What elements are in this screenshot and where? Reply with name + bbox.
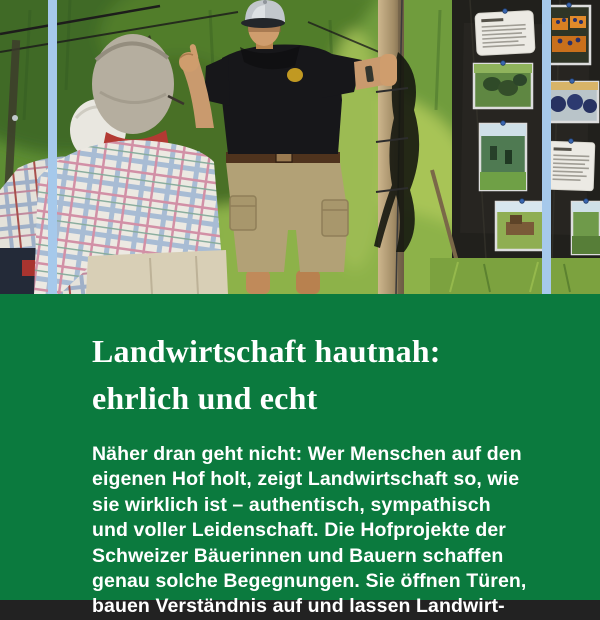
- board-photo-berry-crates: [548, 6, 590, 64]
- grass-strip: [430, 258, 600, 294]
- info-board: [432, 0, 600, 280]
- intro-paragraph: [92, 442, 560, 620]
- board-photo-orchard: [572, 202, 600, 254]
- body-line: genau solche Begegnungen. Sie öffnen Türen,: [92, 570, 527, 593]
- board-photo-farm-truck: [496, 202, 548, 250]
- accent-stripe-blue-right: [542, 0, 551, 294]
- body-line: Schweizer Bäuerinnen und Bauern schaffen: [92, 544, 504, 567]
- board-photo-field-workers: [480, 124, 526, 190]
- body-line: eigenen Hof holt, zeigt Landwirtschaft so, wie: [92, 468, 520, 491]
- beige-trousers: [86, 250, 228, 294]
- page-title: [92, 328, 560, 422]
- body-line: und voller Leidenschaft. Die Hofprojekte der: [92, 519, 506, 542]
- heading-line-1: Landwirtschaft hautnah:: [92, 333, 441, 369]
- board-text-sheet: [475, 11, 535, 56]
- accent-stripe-blue-left: [48, 0, 57, 294]
- board-photo-berry-trays: [546, 82, 598, 122]
- heading-line-2: ehrlich und echt: [92, 380, 318, 416]
- board-photo-vineyard-visitors: [474, 64, 532, 108]
- body-line: sie wirklich ist – authentisch, sympathisch: [92, 493, 491, 516]
- text-panel: [0, 294, 600, 618]
- board-text-sheet: [547, 141, 595, 191]
- shirt-logo: [287, 68, 303, 82]
- body-line: bauen Verständnis auf und lassen Landwirt-: [92, 595, 505, 618]
- hero-photo-illustration: [0, 0, 600, 294]
- hero-photo: [0, 0, 600, 294]
- body-line: Näher dran geht nicht: Wer Menschen auf den: [92, 443, 522, 465]
